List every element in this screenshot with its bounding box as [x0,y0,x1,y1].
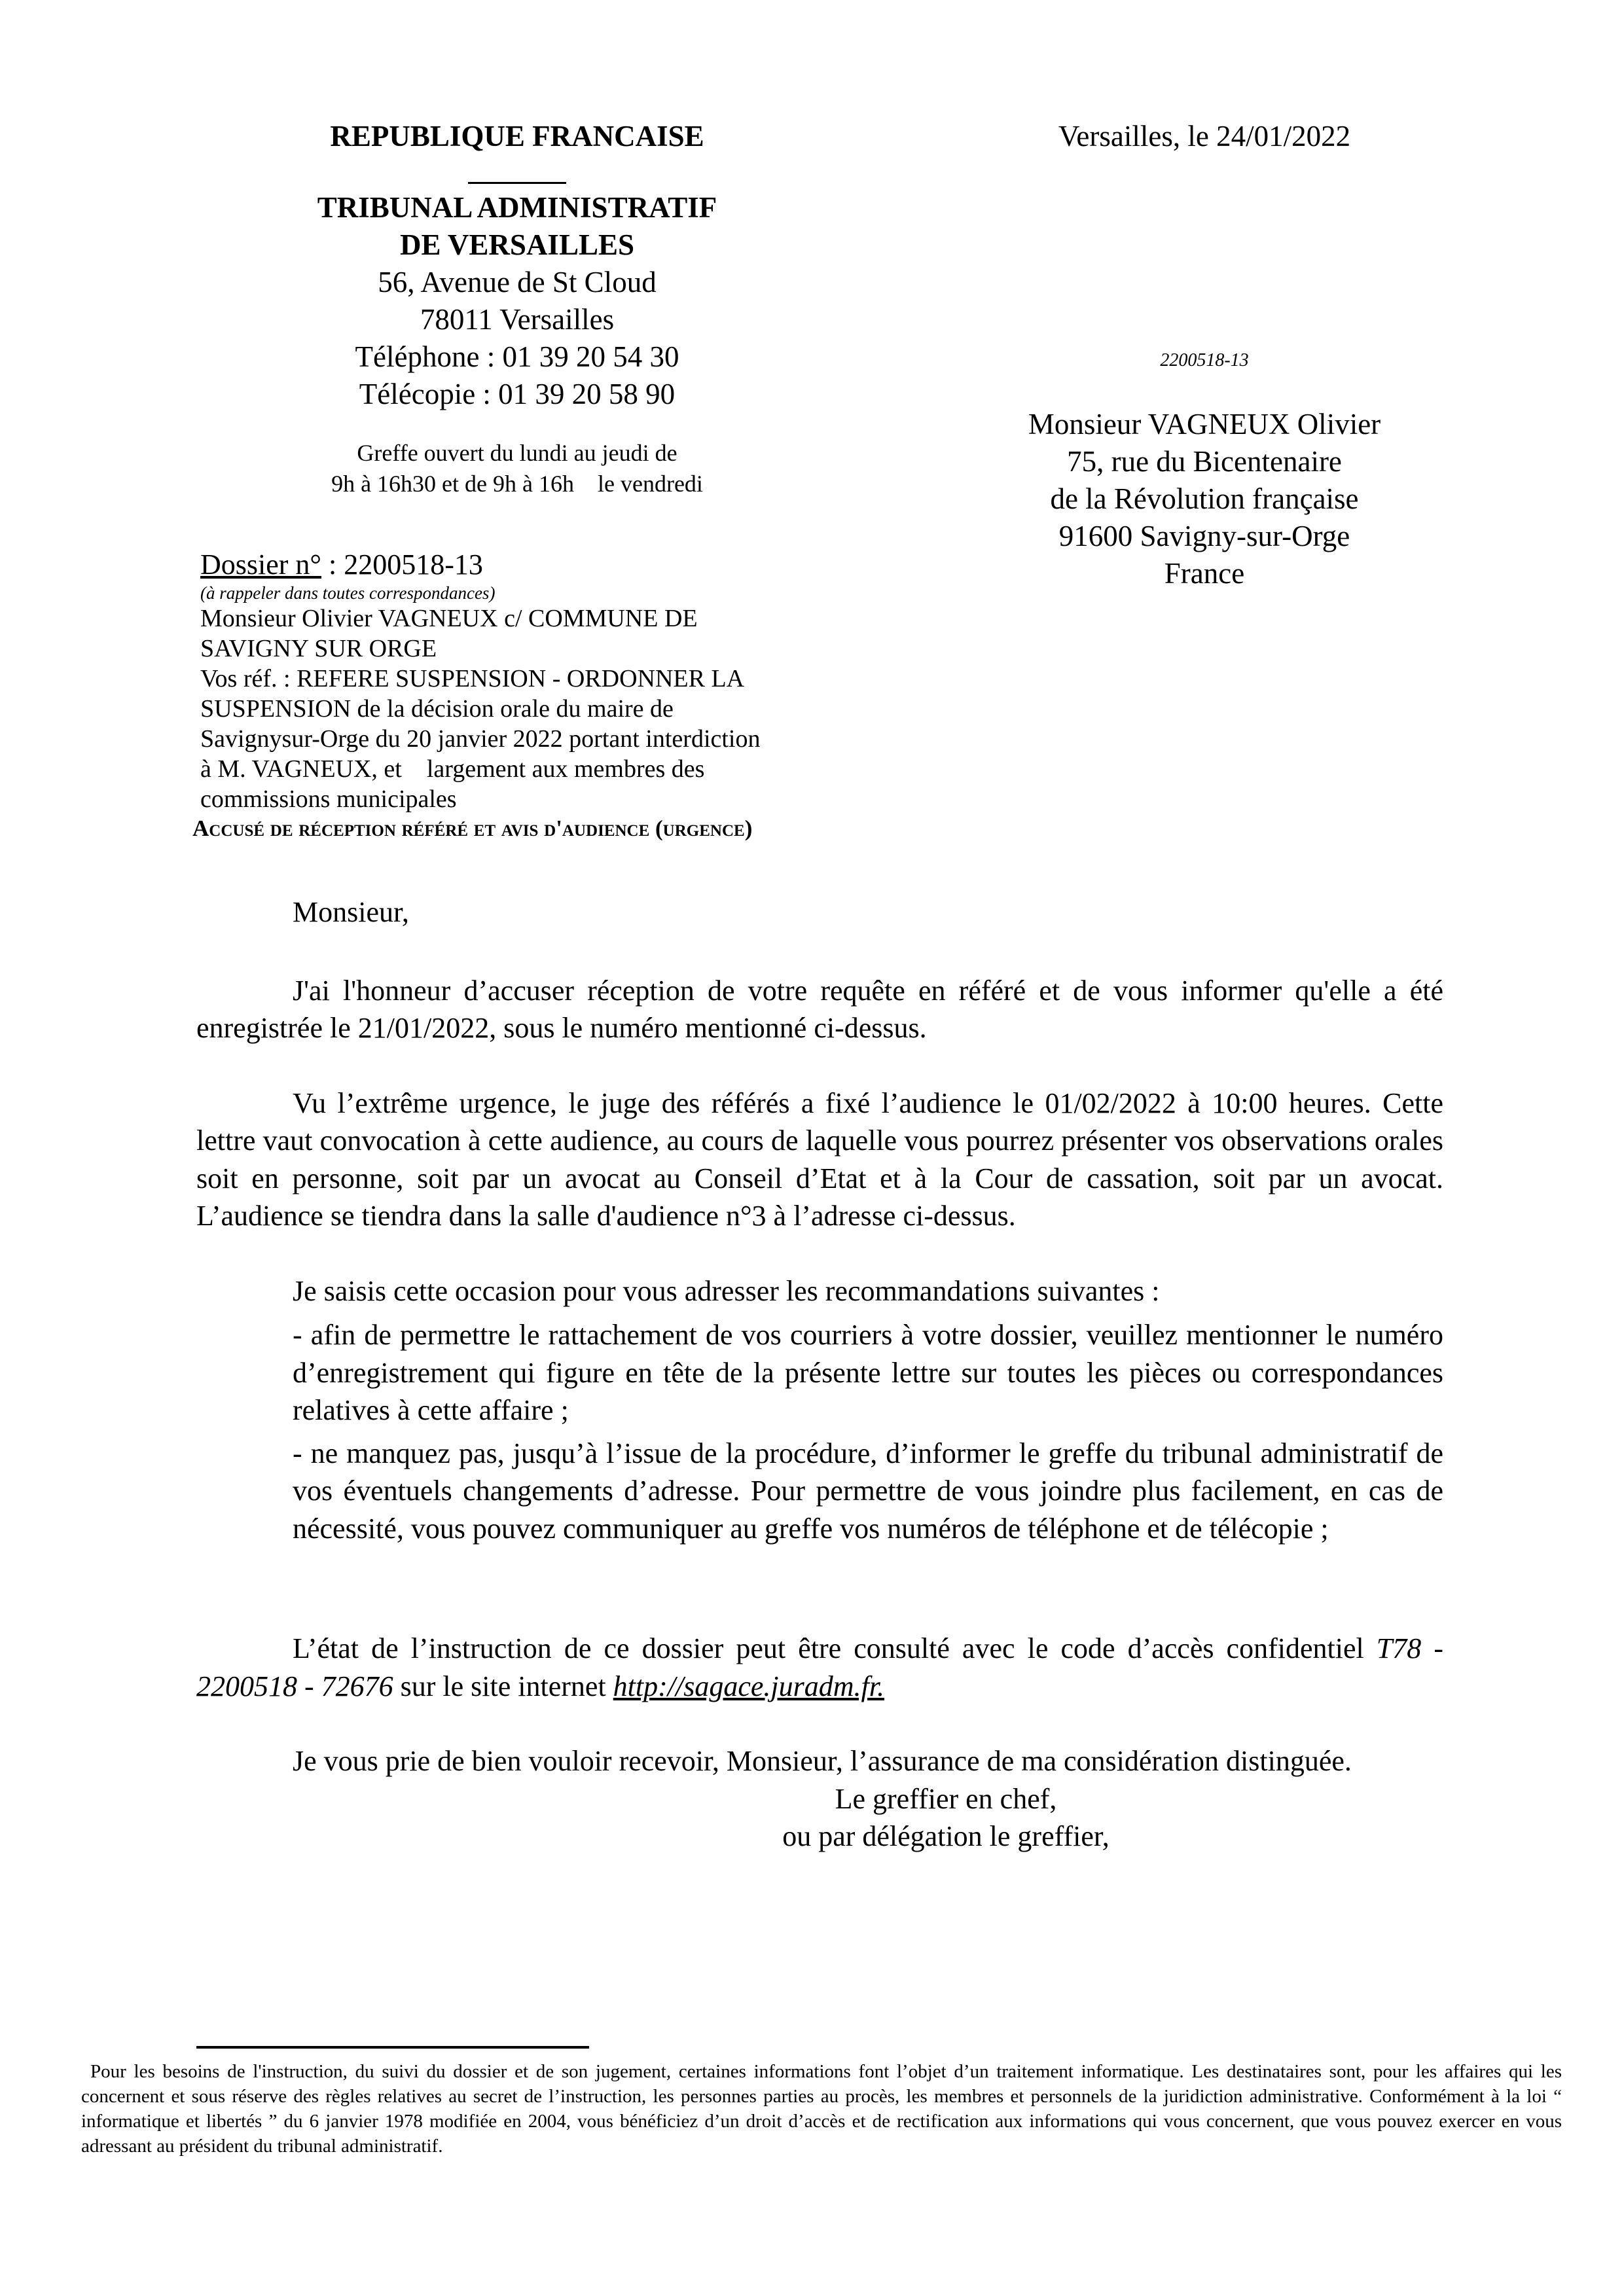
document-title: Accusé de réception référé et avis d'audience (urgence) [192,816,753,841]
republic-heading: REPUBLIQUE FRANCAISE [330,120,704,152]
your-ref-line5: commissions municipales [200,785,457,813]
parties-line1: Monsieur Olivier VAGNEUX c/ COMMUNE DE [200,605,698,632]
office-hours-line2: 9h à 16h30 et de 9h à 16h le vendredi [331,471,703,497]
reference-number: 2200518-13 [1160,350,1249,370]
sagace-link[interactable]: http://sagace.juradm.fr. [613,1670,884,1702]
salutation: Monsieur, [293,896,409,928]
recipient-country: France [1164,557,1245,590]
access-text-middle: sur le site internet [393,1670,613,1702]
recipient-street2: de la Révolution française [1050,482,1359,515]
footnote-separator [196,2046,589,2049]
court-address-city: 78011 Versailles [420,303,615,336]
recipient-address [969,406,1440,592]
recipient-name: Monsieur VAGNEUX Olivier [1028,408,1381,440]
dossier-label: Dossier n° [200,548,322,581]
signature-block [196,1780,1175,1856]
your-ref-line4: à M. VAGNEUX, et largement aux membres des [200,755,705,783]
court-address-street: 56, Avenue de St Cloud [378,266,657,298]
dossier-block [192,547,986,843]
header-separator [468,182,566,184]
dossier-number: : 2200518-13 [321,548,483,581]
court-header [196,118,838,499]
access-text-prefix: L’état de l’instruction de ce dossier peut être consulté avec le code d’accès confidentiel [293,1632,1377,1664]
recipient-block [969,118,1440,592]
paragraph-access-code [196,1630,1443,1705]
recommendation-item: - ne manquez pas, jusqu’à l’issue de la procédure, d’informer le greffe du tribunal administratif de vos éventuels changements d’adresse. Pour permettre de vous joindre plus facilement, en cas de nécessité, vous pouvez communiquer au greffe vos numéros de téléphone et de télécopie ; [293,1437,1443,1545]
court-name-line2: DE VERSAILLES [399,228,635,261]
recommendations [196,1272,1443,1548]
your-ref-line1: Vos réf. : REFERE SUSPENSION - ORDONNER LA [200,665,745,692]
recommendations-intro: Je saisis cette occasion pour vous adresser les recommandations suivantes : [293,1274,1160,1307]
court-fax: Télécopie : 01 39 20 58 90 [359,378,676,410]
letter-body [196,893,1443,1856]
recommendation-item: - afin de permettre le rattachement de vos courriers à votre dossier, veuillez mentionner le numéro d’enregistrement qui figure en tête de la présente lettre sur toutes les pièces ou correspondances relatives à cette affaire ; [293,1319,1443,1426]
signature-line1: Le greffier en chef, [835,1782,1057,1815]
footnote-text: Pour les besoins de l'instruction, du suivi du dossier et de son jugement, certaines informations font l’objet d’un traitement informatique. Les destinataires sont, pour les affaires qui les concernent et sous réserve des règles relatives au secret de l’instruction, les personnes parties au procès, les membres et personnels de la juridiction administrative. Conformément à la loi “ informatique et libertés ” du 6 janvier 1978 modifiée en 2004, vous bénéficiez d’un droit d’accès et de rectification aux informations qui vous concernent, que vous pouvez exercer en vous adressant au président du tribunal administratif. [81,2061,1562,2157]
recipient-street: 75, rue du Bicentenaire [1067,445,1342,478]
office-hours [196,438,838,499]
your-ref-line2: SUSPENSION de la décision orale du maire de [200,695,674,723]
court-telephone: Téléphone : 01 39 20 54 30 [355,340,679,373]
court-name-line1: TRIBUNAL ADMINISTRATIF [317,191,717,224]
paragraph-closing: Je vous prie de bien vouloir recevoir, Monsieur, l’assurance de ma considération distinguée. [293,1745,1352,1777]
place-date: Versailles, le 24/01/2022 [1058,120,1351,152]
footnote [81,2059,1562,2159]
signature-line2: ou par délégation le greffier, [782,1820,1110,1852]
recall-note: (à rappeler dans toutes correspondances) [200,583,496,603]
your-ref-line3: Savignysur-Orge du 20 janvier 2022 portant interdiction [200,725,761,753]
office-hours-line1: Greffe ouvert du lundi au jeudi de [357,440,677,466]
recipient-city: 91600 Savigny-sur-Orge [1058,520,1350,552]
access-code: T78 - 2200518 - 72676 [196,1632,1443,1702]
paragraph-acknowledgement: J'ai l'honneur d’accuser réception de votre requête en référé et de vous informer qu'elle a été enregistrée le 21/01/2022, sous le numéro mentionné ci-dessus. [196,974,1443,1044]
paragraph-hearing: Vu l’extrême urgence, le juge des référés a fixé l’audience le 01/02/2022 à 10:00 heures. Cette lettre vaut convocation à cette audience, au cours de laquelle vous pourrez présenter vos observations orales soit en personne, soit par un avocat au Conseil d’Etat et à la Cour de cassation, soit par un avocat. L’audience se tiendra dans la salle d'audience n°3 à l’adresse ci-dessus. [196,1086,1443,1232]
dossier-number-line [200,547,986,583]
parties-line2: SAVIGNY SUR ORGE [200,635,437,662]
